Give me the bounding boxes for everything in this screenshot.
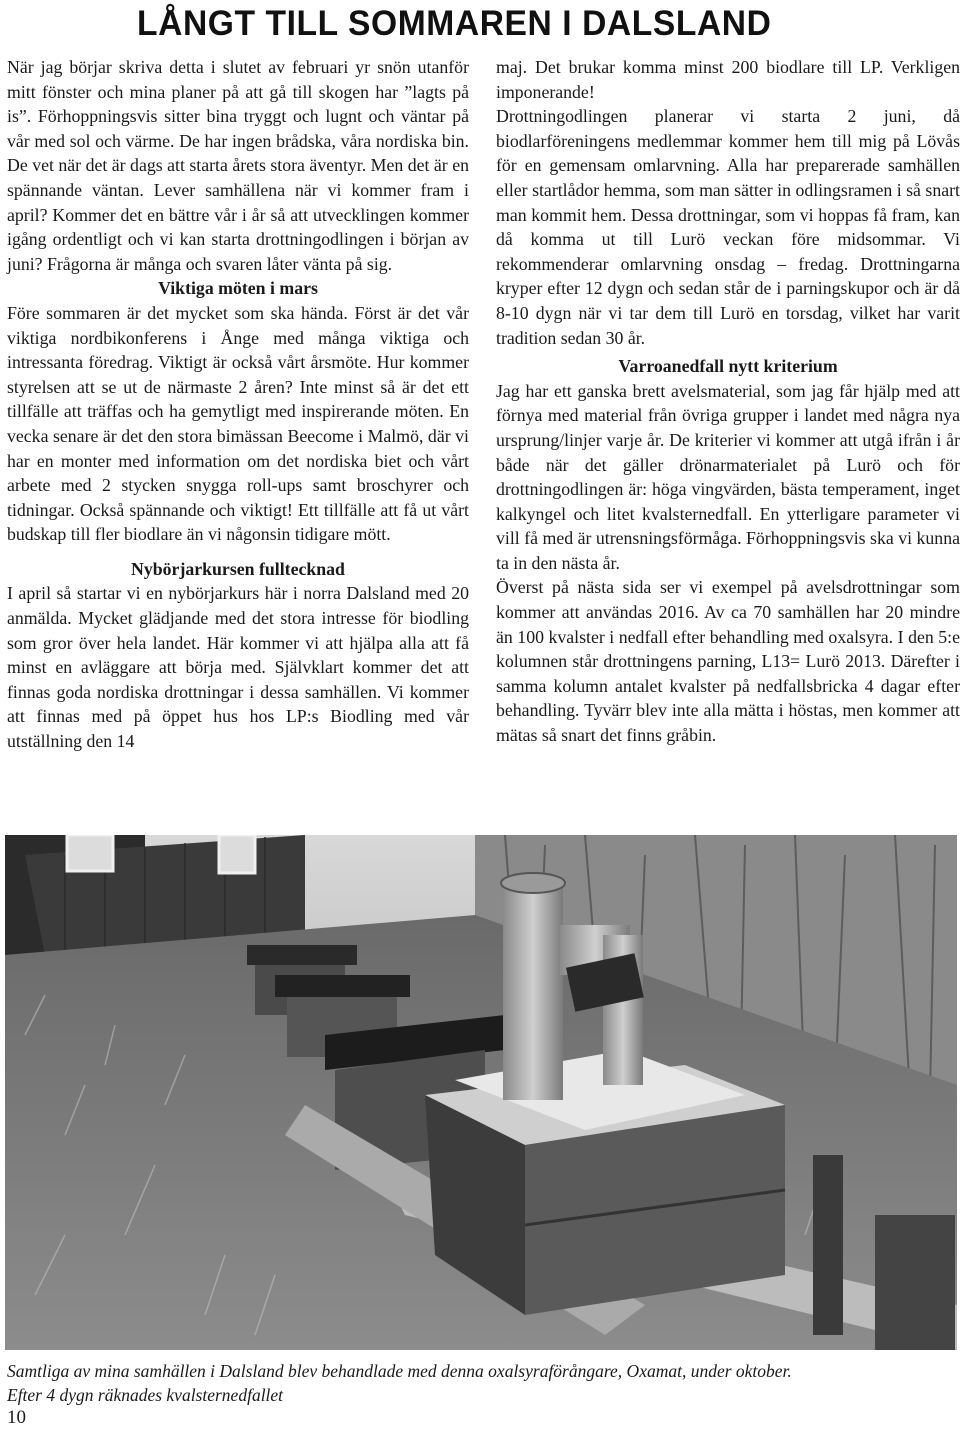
- beehive-photo: [5, 835, 957, 1350]
- avelsdrottningar-paragraph: Överst på nästa sida ser vi exempel på avelsdrottningar som kommer att användas 2016. Av ca 70 samhällen har 20 mindre än 100 kvalster i nedfall efter behandling med oxalsyra. I den 5:e kolumnen står drottningens parning, L13= Lurö 2013. Därefter i samma kolumn antalet kvalster på nedfallsbricka 4 dagar efter behandling. Tyvärr blev inte alla mätta i höstas, men kommer att mätas så snart det finns gråbin.: [496, 577, 960, 746]
- heading-viktiga-moten: Viktiga möten i mars: [158, 278, 318, 299]
- section-viktiga-moten: Före sommaren är det mycket som ska hända. Först är det vår viktiga nordbikonferens i Ånge med många viktiga och intressanta föredrag. Viktigt är också vårt årsmöte. Hur kommer styrelsen att se ut de närmaste 2 åren? Inte minst så är det ett tillfälle att träffas och ha gemytligt med inspirerande möten. En vecka senare är det den stora bimässan Beecome i Malmö, där vi har en monter med information om det nordiska biet och vårt arbete med 2 stycken snygga roll-ups samt broschyrer och tidningar. Också spännande och viktigt! Ett tillfälle att få ut vårt budskap till fler biodlare än vi någonsin tidigare mött.: [7, 302, 469, 545]
- avelsmaterial-paragraph: Jag har ett ganska brett avelsmaterial, som jag får hjälp med att förnya med material från övriga grupper i landet med några nya ursprung/linjer varje år. De kriterier vi kommer att utgå ifrån i år både när det gäller drönarmaterialet på Lurö och för drottningodlingen är: höga vingvärden, bästa temperament, inget kalkyngel och litet kvalsternedfall. En ytterligare parameter vi vill få med är utrensningsförmåga. Förhoppningsvis ska vi kunna ta in den nästa år.: [496, 380, 960, 573]
- heading-varroanedfall: Varroanedfall nytt kriterium: [618, 356, 838, 377]
- caption-line-1: Samtliga av mina samhällen i Dalsland blev behandlade med denna oxalsyraförångare, Oxamat, under oktober.: [7, 1361, 792, 1381]
- right-column: [496, 55, 960, 748]
- continuation-paragraph: maj. Det brukar komma minst 200 biodlare till LP. Verkligen imponerande!: [496, 57, 960, 102]
- photo-caption: [7, 1359, 957, 1407]
- section-nyborjarkursen: I april så startar vi en nybörjarkurs här i norra Dalsland med 20 anmälda. Mycket glädjande med det stora intresse för biodling som gror över hela landet. Här kommer vi att hjälpa alla att få minst en avläggare att börja med. Självklart kommer det att finnas goda nordiska drottningar i dessa samhällen. Vi kommer att finnas med på öppet hus hos LP:s Biodling med vår utställning den 14: [7, 583, 469, 752]
- article-title: LÅNGT TILL SOMMAREN I DALSLAND: [137, 4, 772, 43]
- caption-line-2: Efter 4 dygn räknades kvalsternedfallet: [7, 1385, 284, 1405]
- drottningodling-paragraph: Drottningodlingen planerar vi starta 2 juni, då biodlarföreningens medlemmar kommer hem till mig på Lövås för en gemensam omlarvning. Alla har preparerade samhällen eller startlådor hemma, som man sätter in odlingsramen i så snart man kommit hem. Dessa drottningar, som vi hoppas få fram, kan då komma ut till Lurö veckan före midsommar. Vi rekommenderar omlarvning onsdag – fredag. Drottningarna kryper efter 12 dygn och sedan står de i parningskupor och är då 8-10 dygn när vi tar dem till Lurö en torsdag, vilket har varit tradition sedan 30 år.: [496, 106, 960, 348]
- heading-nyborjarkursen: Nybörjarkursen fulltecknad: [131, 558, 345, 579]
- beehive-photo-drawing: [5, 835, 957, 1350]
- intro-paragraph: När jag börjar skriva detta i slutet av februari yr snön utanför mitt fönster och mina planer på att gå till skogen har ”lagts på is”. Förhoppningsvis sitter bina tryggt och lugnt och väntar på vår med sol och värme. De har ingen brådska, våra nordiska bin. De vet när det är dags att starta årets stora äventyr. Men det är en spännande väntan. Lever samhällena när vi kommer fram i april? Kommer det en bättre vår i år så att utvecklingen kommer igång ordentligt och vi kan starta drottningodlingen i början av juni? Frågorna är många och svaren låter vänta på sig.: [7, 57, 469, 274]
- left-column: [7, 55, 469, 754]
- page-number: 10: [7, 1407, 26, 1428]
